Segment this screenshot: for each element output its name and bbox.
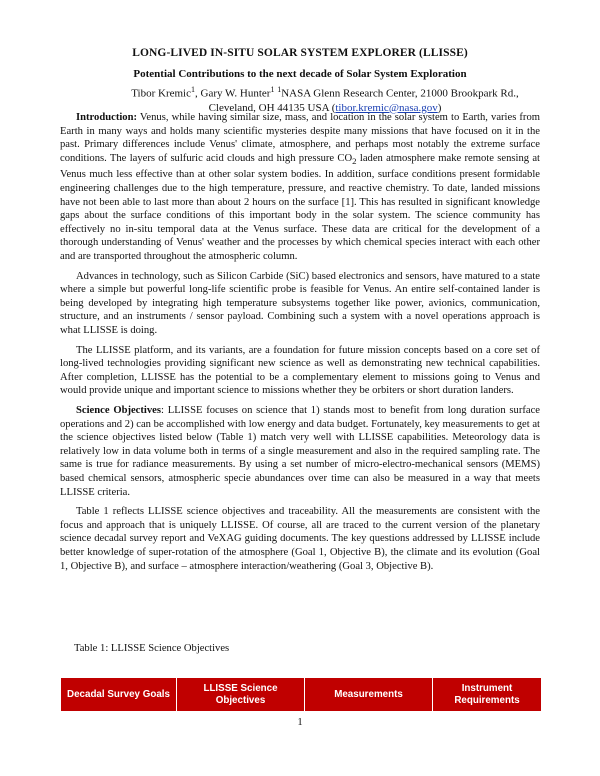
author-name-1: Tibor Kremic <box>131 87 191 100</box>
affiliation-mark-3: 1 <box>277 85 282 94</box>
paper-title: LONG-LIVED IN-SITU SOLAR SYSTEM EXPLORER (LLISSE) <box>132 47 468 59</box>
intro-heading: Introduction: <box>76 112 138 123</box>
header-science-objectives: LLISSE Science Objectives <box>177 678 305 711</box>
affiliation-mark-1: 1 <box>191 85 195 94</box>
science-heading: Science Objectives <box>76 404 161 416</box>
body-text <box>60 111 540 579</box>
intro-text-b: laden atmosphere make remote sensing at Venus much less effective than at other solar system bodies. In addition, surface conditions present formidable engineering challenges due to the high temperature, pressure, and reactive chemistry. To date, landed missions have not been able to last more than about 2 hours on the surface [1]. This has resulted in significant knowledge gaps about the surface conditions of this important body in the solar system. The science community has effectively no in-situ temporal data at the Venus surface. These data are critical for the development of a thorough understanding of Venus' weather and the processes by which chemical species interact with each other and are transported throughout the atmospheric column. <box>60 152 540 263</box>
science-text: : LLISSE focuses on science that 1) stands most to benefit from long duration surface operations and 2) can be accomplished with low energy and data budget. Fortunately, key measurements to get at the science objectives listed below (Table 1) match very well with LLISSE capabilities. Meteorology data is relatively low in data volume both in terms of a single measurement and also in the required sampling rate. The same is true for radiance measurements. By using a set number of micro-electro-mechanical sensors (MEMS) based chemical sensors, atmospheric specie abundances over time can also be measured in a way that meets LLISSE criteria. <box>60 404 540 498</box>
affiliation-mark-2: 1 <box>270 85 275 94</box>
intro-paragraph <box>60 111 540 264</box>
header-instrument-requirements: Instrument Requirements <box>454 683 520 706</box>
author-name-2: , Gary W. Hunter <box>195 87 271 100</box>
paper-subtitle: Potential Contributions to the next decade of Solar System Exploration <box>133 68 467 80</box>
platform-paragraph: The LLISSE platform, and its variants, are a foundation for future mission concepts based on a core set of long-lived technologies providing significant new science as well as demonstrating new technical capabilities. After completion, LLISSE has the potential to be a complementary element to missions going to Venus and would provide unique and important science to missions whether they be orbiters or short duration landers. <box>60 344 540 397</box>
affiliation-close: ) <box>437 101 442 114</box>
header-measurements: Measurements <box>305 678 433 711</box>
table-caption: Table 1: LLISSE Science Objectives <box>74 643 230 654</box>
affiliation-text: NASA Glenn Research Center, 21000 Brookpark Rd., Cleveland, OH 44135 USA ( <box>208 87 519 114</box>
intro-text-a: Venus, while having similar size, mass, and location in the solar system to Earth, varies from Earth in many ways and holds many scientific mysteries despite many missions that have focused on it in the past. Primary differences include Venus' climate, atmosphere, and perhaps most notably the extreme surface conditions. The layers of sulfuric acid clouds and high pressure CO <box>60 112 540 164</box>
co2-subscript: 2 <box>352 155 357 166</box>
traceability-paragraph: Table 1 reflects LLISSE science objectives and traceability. All the measurements are consistent with the focus and approach that is uniquely LLISSE. Of course, all are traced to the current version of the planetary science decadal survey report and VeXAG guiding documents. The key questions addressed by LLISSE include better knowledge of super-rotation of the atmosphere (Goal 1, Objective B), the climate and its evolution (Goal 1, Objective B), and surface – atmosphere interaction/weathering (Goal 3, Objective B). <box>60 506 540 572</box>
advances-paragraph: Advances in technology, such as Silicon Carbide (SiC) based electronics and sensors, have matured to a state where a simple but powerful long-life scientific probe is feasible for Venus. An entire self-contained lander is being developed by integrating high temperature subsystems together like power, avionics, communication, structure, and an instruments / sensor payload. Combining such a system with a novel operations approach is what LLISSE is doing. <box>60 270 540 337</box>
table-header-row <box>61 678 541 711</box>
header-decadal-goals: Decadal Survey Goals <box>61 678 177 711</box>
email-link[interactable]: tibor.kremic@nasa.gov <box>335 101 438 114</box>
page-number: 1 <box>297 717 303 728</box>
author-block <box>120 83 530 115</box>
science-paragraph <box>60 404 540 499</box>
